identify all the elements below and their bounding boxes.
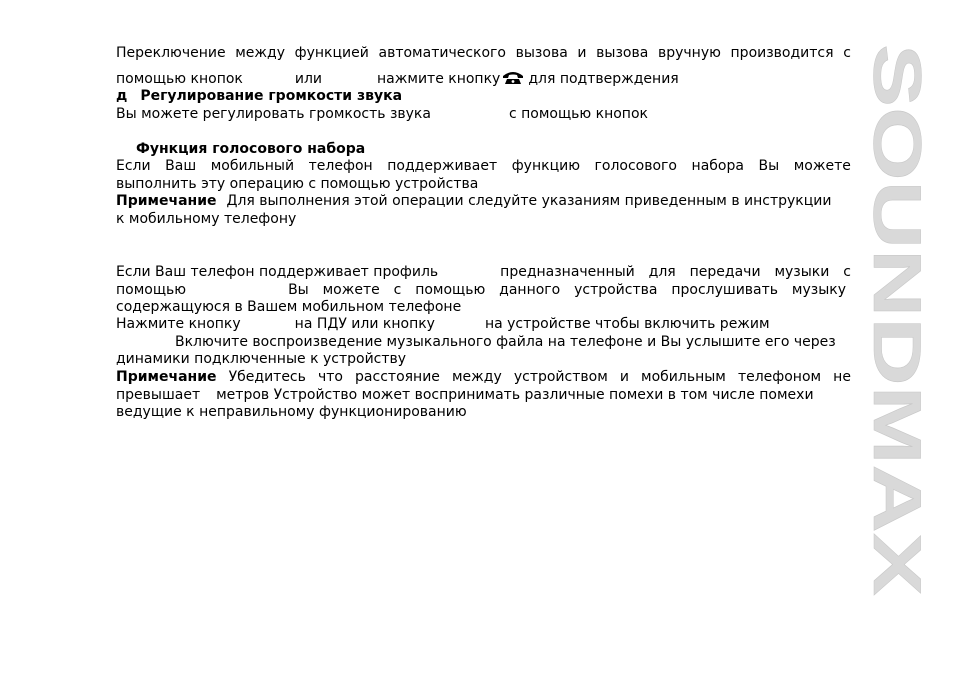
word: с — [393, 282, 402, 298]
word: функцией — [294, 45, 369, 61]
paragraph-a2dp-line-1 — [116, 263, 851, 281]
text-segment: для подтверждения — [528, 71, 679, 87]
text-segment: превышает — [116, 387, 201, 403]
brand-logo — [859, 44, 935, 596]
note-voice-dial-line-2 — [116, 210, 851, 228]
word: устройством — [513, 369, 608, 385]
word: вызова — [596, 45, 649, 61]
word: вручную — [657, 45, 721, 61]
text-segment: Вы можете регулировать громкость звука — [116, 106, 431, 122]
brand-logo-text: SOUNDMAX — [859, 44, 935, 441]
word: поддерживает — [387, 158, 498, 174]
justified-group — [500, 263, 851, 281]
text-segment: Для выполнения этой операции следуйте указаниям приведенным в инструкции — [226, 193, 832, 209]
heading-text: Функция голосового набора — [136, 141, 366, 157]
text-segment: нажмите кнопку — [377, 71, 501, 87]
note-label: Примечание — [116, 193, 217, 209]
word: телефоном — [737, 369, 822, 385]
text-segment: на ПДУ или кнопку — [294, 316, 435, 332]
word: и — [577, 45, 587, 61]
note-voice-dial-line-1 — [116, 192, 851, 210]
word: Вы — [288, 282, 309, 298]
word: с — [843, 264, 851, 280]
word: передачи — [689, 264, 761, 280]
text-segment: или — [294, 71, 323, 87]
word: прослушивать — [671, 282, 779, 298]
word: Вы — [758, 158, 780, 174]
word: музыки — [774, 264, 830, 280]
paragraph-voice-dial-line-1 — [116, 157, 851, 175]
word: расстояние — [355, 369, 440, 385]
text-segment: Нажмите кнопку — [116, 316, 241, 332]
paragraph-a2dp-line-4 — [116, 315, 851, 333]
text-segment: с помощью кнопок — [508, 106, 648, 122]
text-segment: динамики подключенные к устройству — [116, 351, 407, 367]
heading-text: Регулирование громкости звука — [140, 88, 403, 104]
word: музыку — [791, 282, 846, 298]
word: между — [235, 45, 285, 61]
note-a2dp-line-1 — [116, 368, 851, 386]
word: телефон — [308, 158, 373, 174]
text-segment: помощью — [116, 282, 187, 298]
word: Убедитесь — [228, 369, 306, 385]
section-heading-voice-dial — [136, 140, 365, 158]
text-segment: помощью кнопок — [116, 71, 243, 87]
word: мобильным — [641, 369, 726, 385]
note-a2dp-line-2 — [116, 386, 851, 404]
word: данного — [499, 282, 561, 298]
text-segment: к мобильному телефону — [116, 211, 297, 227]
paragraph-a2dp-line-3 — [116, 298, 851, 316]
word: не — [833, 369, 851, 385]
word: автоматического — [378, 45, 506, 61]
text-segment: ведущие к неправильному функционированию — [116, 404, 467, 420]
paragraph-voice-dial-line-2 — [116, 175, 851, 193]
text-segment: содержащуюся в Вашем мобильном телефоне — [116, 299, 462, 315]
paragraph-a2dp-line-5 — [175, 333, 851, 351]
paragraph-volume — [116, 105, 851, 123]
paragraph-autodial-line-1 — [116, 44, 851, 62]
text-segment: Если Ваш телефон поддерживает профиль — [116, 264, 439, 280]
word: можете — [793, 158, 851, 174]
paragraph-a2dp-line-6 — [116, 350, 851, 368]
text-segment: на устройстве чтобы включить режим — [484, 316, 770, 332]
word: устройства — [574, 282, 658, 298]
word: Переключение — [116, 45, 226, 61]
word: Ваш — [165, 158, 197, 174]
word: производится — [730, 45, 834, 61]
word: Если — [116, 158, 151, 174]
section-heading-volume — [116, 87, 851, 105]
text-segment: выполнить эту операцию с помощью устройства — [116, 176, 479, 192]
word: набора — [691, 158, 744, 174]
word: голосового — [594, 158, 677, 174]
note-label: Примечание — [116, 369, 217, 385]
word: функцию — [511, 158, 580, 174]
word: предназначенный — [500, 264, 635, 280]
heading-marker: д — [116, 88, 128, 104]
word: мобильный — [210, 158, 295, 174]
word: с — [843, 45, 851, 61]
word: для — [648, 264, 676, 280]
paragraph-a2dp-line-2 — [116, 281, 851, 299]
note-a2dp-line-3 — [116, 403, 851, 421]
paragraph-autodial-line-2 — [116, 70, 851, 88]
text-segment: Включите воспроизведение музыкального файла на телефоне и Вы услышите его через — [175, 334, 836, 350]
word: помощью — [415, 282, 486, 298]
word: и — [619, 369, 629, 385]
word: между — [452, 369, 502, 385]
word: вызова — [515, 45, 568, 61]
text-segment: метров Устройство может воспринимать различные помехи в том числе помехи — [216, 387, 814, 403]
word: что — [317, 369, 343, 385]
word: можете — [322, 282, 380, 298]
justified-group — [288, 281, 851, 299]
